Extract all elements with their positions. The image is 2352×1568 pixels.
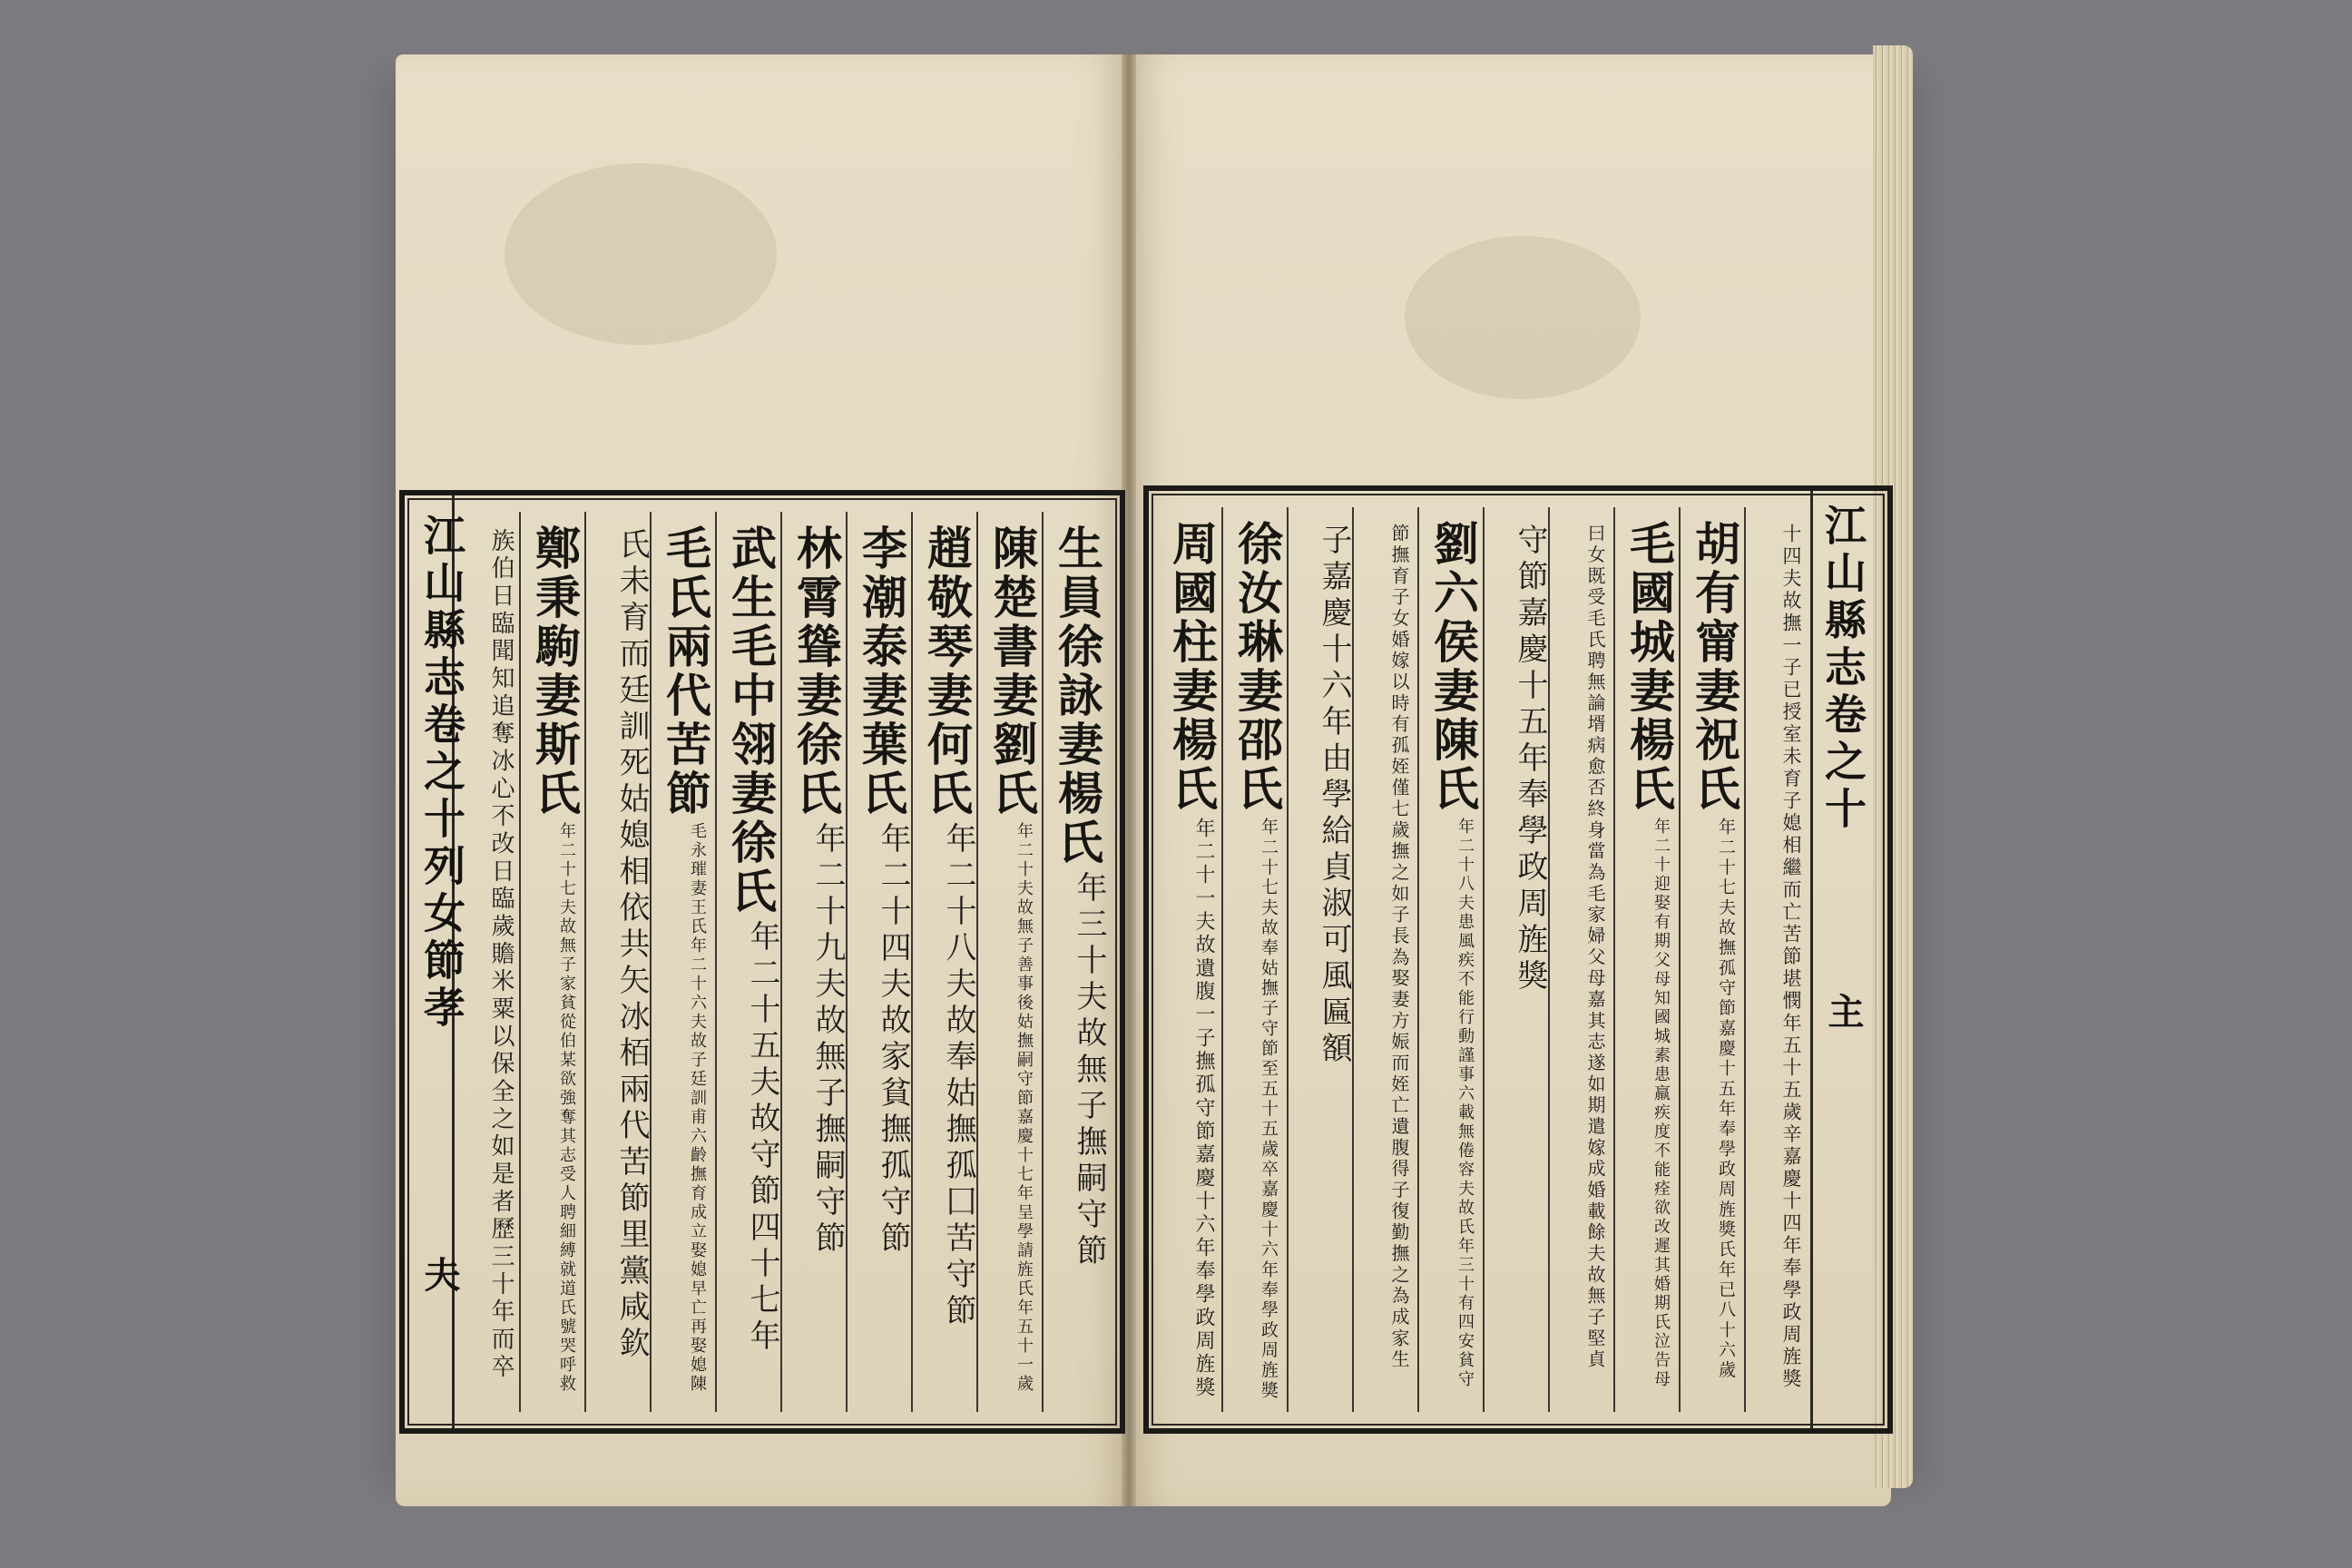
entry-note: 年二十四夫故家貧撫孤守節: [875, 822, 911, 1258]
text-column: [454, 512, 519, 1412]
entry-note: 年二十夫故無子善事後姑撫嗣守節嘉慶十七年呈學請旌氏年五十一歲: [1014, 822, 1034, 1394]
entry-note: 氏未育而廷訓死姑媳相依共矢冰栢兩代苦節里黨咸欽: [613, 528, 650, 1363]
entry-note: 十四夫故撫一子已授室未育子媳相繼而亡苦節堪憫年五十五歲辛嘉慶十四年奉學政周旌獎: [1780, 524, 1802, 1391]
entry-note: 年三十夫故無子撫嗣守節: [1071, 871, 1107, 1270]
entry-name: 毛國城妻楊氏: [1622, 520, 1676, 814]
text-column: [1744, 507, 1809, 1412]
text-column: [1679, 507, 1744, 1412]
right-folio: 主: [1822, 993, 1865, 1029]
entry-note: 年二十八夫故奉姑撫孤囗苦守節: [940, 822, 976, 1330]
text-column: [976, 512, 1042, 1412]
entry-note: 毛永璀妻王氏年二十六夫故子廷訓甫六齡撫育成立娶媳早亡再娶媳陳: [688, 822, 707, 1394]
entry-note: 年二十七夫故奉姑撫子守節至五十五歲卒嘉慶十六年奉學政周旌獎: [1259, 818, 1279, 1401]
text-column: [1352, 507, 1417, 1412]
text-column: [911, 512, 976, 1412]
text-column: [1483, 507, 1548, 1412]
entry-name: 毛氏兩代苦節: [659, 524, 712, 818]
text-column: [780, 512, 846, 1412]
left-folio: 夫: [418, 1256, 461, 1292]
entry-note: 子嘉慶十六年由學給貞淑可風匾額: [1316, 524, 1352, 1068]
left-columns: [456, 512, 1107, 1412]
text-column: [584, 512, 650, 1412]
entry-name: 李潮泰妻葉氏: [855, 524, 908, 818]
text-column: [1221, 507, 1287, 1412]
text-column: [1287, 507, 1352, 1412]
right-columns: [1158, 507, 1809, 1412]
entry-note: 年二十九夫故無子撫嗣守節: [809, 822, 846, 1258]
right-margin-title: 江山縣志卷之十: [1818, 504, 1867, 834]
entry-name: 林霄聳妻徐氏: [789, 524, 843, 818]
entry-note: 節撫育子女婚嫁以時有孤姪僅七歲撫之如子長為娶妻方娠而姪亡遺腹得子復勤撫之為成家生: [1388, 524, 1410, 1371]
entry-name: 劉六侯妻陳氏: [1426, 520, 1480, 814]
entry-name: 胡有甯妻祝氏: [1688, 520, 1741, 814]
entry-name: 武生毛中翎妻徐氏: [724, 524, 778, 916]
entry-note: 年二十八夫患風疾不能行動謹事六載無倦容夫故氏年三十有四安貧守: [1455, 818, 1475, 1389]
text-column: [1613, 507, 1679, 1412]
text-column: [1156, 507, 1221, 1412]
entry-note: 年二十七夫故撫孤守節嘉慶十五年奉學政周旌獎氏年已八十六歲: [1716, 818, 1736, 1381]
entry-name: 徐汝琳妻邵氏: [1230, 520, 1284, 814]
entry-name: 陳楚書妻劉氏: [985, 524, 1039, 818]
text-column: [715, 512, 780, 1412]
entry-name: 周國柱妻楊氏: [1165, 520, 1219, 814]
entry-note: 年二十一夫故遺腹一子撫孤守節嘉慶十六年奉學政周旌獎: [1192, 818, 1215, 1400]
text-column: [1042, 512, 1107, 1412]
text-column: [1548, 507, 1613, 1412]
left-text-frame: [399, 490, 1125, 1434]
entry-note: 曰女既受毛氏聘無論壻病愈否終身當為毛家婦父母嘉其志遂如期遣嫁成婚載餘夫故無子堅貞: [1584, 524, 1606, 1371]
entry-note: 年二十七夫故無子家貧從伯某欲強奪其志受人聘細縛就道氏號哭呼救: [557, 822, 576, 1394]
entry-note: 年二十五夫故守節四十七年: [744, 920, 780, 1356]
entry-note: 族伯日臨聞知追奪冰心不改日臨歲贍米粟以保全之如是者歷三十年而卒: [487, 528, 514, 1382]
text-column: [846, 512, 911, 1412]
text-column: [650, 512, 715, 1412]
text-column: [1417, 507, 1483, 1412]
entry-name: 趙敬琴妻何氏: [920, 524, 974, 818]
text-column: [519, 512, 584, 1412]
left-margin-title: 江山縣志卷之十列女節孝: [417, 514, 466, 1033]
entry-note: 守節嘉慶十五年奉學政周旌獎: [1512, 524, 1548, 995]
right-text-frame: [1143, 485, 1893, 1434]
entry-note: 年二十迎娶有期父母知國城素患羸疾度不能痊欲改遲其婚期氏泣告母: [1651, 818, 1671, 1389]
entry-name: 生員徐詠妻楊氏: [1051, 524, 1104, 867]
entry-name: 鄭秉駒妻斯氏: [528, 524, 582, 818]
